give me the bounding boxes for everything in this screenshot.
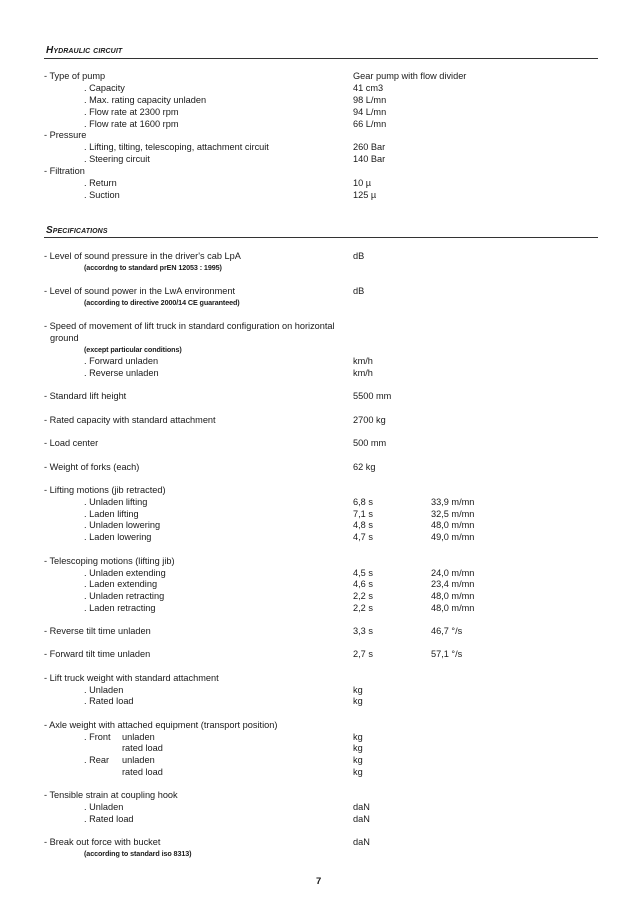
speed-label-line2: ground	[50, 333, 79, 343]
forward-tilt-time: 2,7 s	[353, 649, 373, 659]
sound-pressure-unit: dB	[353, 251, 365, 261]
telescoping-motions-label: - Telescoping motions (lifting jib)	[44, 556, 175, 566]
lift-height-value: 5500 mm	[353, 391, 392, 401]
sound-pressure-label: - Level of sound pressure in the driver's cab LpA	[44, 251, 241, 261]
sound-pressure-note: (accordng to standard prEN 12053 : 1995)	[84, 263, 222, 272]
motion-speed: 48,0 m/mn	[431, 591, 475, 601]
forward-tilt-label: - Forward tilt time unladen	[44, 649, 151, 659]
axle-front-unladen: unladen	[122, 732, 155, 742]
lifting-circuit-label: . Lifting, tilting, telescoping, attachment circuit	[84, 142, 269, 152]
tensile-strain-label: - Tensible strain at coupling hook	[44, 790, 178, 800]
sound-power-label: - Level of sound power in the LwA environment	[44, 286, 236, 296]
motion-time: 2,2 s	[353, 591, 373, 601]
motion-speed: 32,5 m/mn	[431, 509, 475, 519]
pump-type-value: Gear pump with flow divider	[353, 71, 467, 81]
tensile-unladen-label: . Unladen	[84, 802, 124, 812]
return-value: 10 µ	[353, 178, 372, 188]
truck-weight-label: - Lift truck weight with standard attachment	[44, 673, 219, 683]
axle-rear-rated: rated load	[122, 767, 163, 777]
forks-weight-label: - Weight of forks (each)	[44, 462, 140, 472]
sound-power-note: (according to directive 2000/14 CE guaranteed)	[84, 298, 240, 307]
rated-capacity-label: - Rated capacity with standard attachment	[44, 415, 216, 425]
motion-label: . Unladen lowering	[84, 520, 161, 530]
axle-front-unladen-unit: kg	[353, 732, 363, 742]
motion-time: 7,1 s	[353, 509, 373, 519]
motion-label: . Unladen lifting	[84, 497, 148, 507]
motion-label: . Laden extending	[84, 579, 158, 589]
truck-rated-label: . Rated load	[84, 696, 134, 706]
suction-value: 125 µ	[353, 190, 377, 200]
page-number: 7	[316, 876, 322, 887]
axle-rear-rated-unit: kg	[353, 767, 363, 777]
lifting-circuit-value: 260 Bar	[353, 142, 386, 152]
forward-unladen-label: . Forward unladen	[84, 356, 159, 366]
capacity-label: . Capacity	[84, 83, 125, 93]
lift-height-label: - Standard lift height	[44, 391, 127, 401]
suction-label: . Suction	[84, 190, 120, 200]
specifications-section-rule	[44, 237, 598, 238]
motion-time: 4,5 s	[353, 568, 373, 578]
pump-type-label: - Type of pump	[44, 71, 106, 81]
flow-2300-value: 94 L/mn	[353, 107, 387, 117]
axle-front-rated-unit: kg	[353, 743, 363, 753]
reverse-tilt-label: - Reverse tilt time unladen	[44, 626, 151, 636]
reverse-unladen-unit: km/h	[353, 368, 373, 378]
truck-unladen-unit: kg	[353, 685, 363, 695]
motion-speed: 23,4 m/mn	[431, 579, 475, 589]
truck-unladen-label: . Unladen	[84, 685, 124, 695]
axle-weight-label: - Axle weight with attached equipment (transport position)	[44, 720, 278, 730]
forward-unladen-unit: km/h	[353, 356, 373, 366]
motion-time: 4,7 s	[353, 532, 373, 542]
sound-power-unit: dB	[353, 286, 365, 296]
forks-weight-value: 62 kg	[353, 462, 376, 472]
motion-time: 2,2 s	[353, 603, 373, 613]
flow-2300-label: . Flow rate at 2300 rpm	[84, 107, 179, 117]
tensile-rated-label: . Rated load	[84, 814, 134, 824]
axle-rear-unladen-unit: kg	[353, 755, 363, 765]
lifting-motions-label: - Lifting motions (jib retracted)	[44, 485, 166, 495]
hydraulic-section-title: Hydraulic circuit	[46, 45, 123, 56]
capacity-value: 41 cm3	[353, 83, 384, 93]
load-center-label: - Load center	[44, 438, 99, 448]
forward-tilt-speed: 57,1 °/s	[431, 649, 463, 659]
axle-rear-label: . Rear	[84, 755, 110, 765]
steering-circuit-label: . Steering circuit	[84, 154, 150, 164]
speed-label-line1: - Speed of movement of lift truck in standard configuration on horizontal	[44, 321, 335, 331]
motion-time: 6,8 s	[353, 497, 373, 507]
rated-capacity-value: 2700 kg	[353, 415, 386, 425]
motion-speed: 48,0 m/mn	[431, 603, 475, 613]
motion-time: 4,8 s	[353, 520, 373, 530]
motion-label: . Laden lowering	[84, 532, 152, 542]
motion-label: . Unladen retracting	[84, 591, 165, 601]
load-center-value: 500 mm	[353, 438, 387, 448]
return-label: . Return	[84, 178, 117, 188]
axle-front-label: . Front	[84, 732, 111, 742]
pressure-label: - Pressure	[44, 130, 87, 140]
flow-1600-value: 66 L/mn	[353, 119, 387, 129]
breakout-force-unit: daN	[353, 837, 370, 847]
motion-label: . Laden lifting	[84, 509, 139, 519]
flow-1600-label: . Flow rate at 1600 rpm	[84, 119, 179, 129]
breakout-force-label: - Break out force with bucket	[44, 837, 161, 847]
hydraulic-section-rule	[44, 58, 598, 59]
steering-circuit-value: 140 Bar	[353, 154, 386, 164]
specifications-section-title: Specifications	[46, 225, 108, 236]
filtration-label: - Filtration	[44, 166, 85, 176]
tensile-rated-unit: daN	[353, 814, 370, 824]
breakout-note: (according to standard iso 8313)	[84, 849, 192, 858]
max-rating-label: . Max. rating capacity unladen	[84, 95, 207, 105]
motion-speed: 49,0 m/mn	[431, 532, 475, 542]
motion-speed: 33,9 m/mn	[431, 497, 475, 507]
max-rating-value: 98 L/mn	[353, 95, 387, 105]
truck-rated-unit: kg	[353, 696, 363, 706]
reverse-tilt-time: 3,3 s	[353, 626, 373, 636]
reverse-unladen-label: . Reverse unladen	[84, 368, 159, 378]
tensile-unladen-unit: daN	[353, 802, 370, 812]
reverse-tilt-speed: 46,7 °/s	[431, 626, 463, 636]
motion-speed: 24,0 m/mn	[431, 568, 475, 578]
motion-label: . Unladen extending	[84, 568, 166, 578]
axle-front-rated: rated load	[122, 743, 163, 753]
motion-speed: 48,0 m/mn	[431, 520, 475, 530]
speed-note: (except particular conditions)	[84, 345, 182, 354]
motion-label: . Laden retracting	[84, 603, 156, 613]
motion-time: 4,6 s	[353, 579, 373, 589]
axle-rear-unladen: unladen	[122, 755, 155, 765]
